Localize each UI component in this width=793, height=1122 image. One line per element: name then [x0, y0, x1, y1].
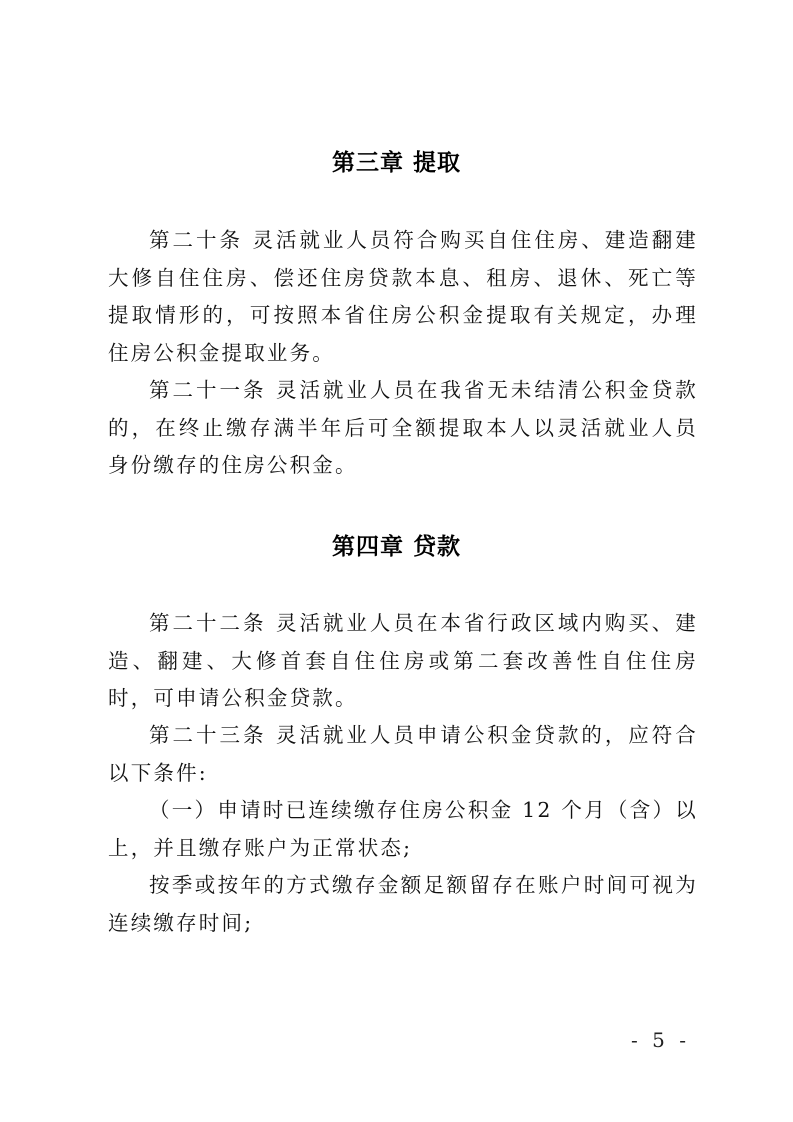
article-21: 第二十一条 灵活就业人员在我省无未结清公积金贷款的，在终止缴存满半年后可全额提取本人以灵活就业人员身份缴存的住房公积金。 — [108, 378, 698, 477]
article-20: 第二十条 灵活就业人员符合购买自住住房、建造翻建大修自住住房、偿还住房贷款本息、租房、退休、死亡等提取情形的，可按照本省住房公积金提取有关规定，办理住房公积金提取业务。 — [108, 228, 698, 365]
chapter-4-heading: 第四章 贷款 — [331, 534, 461, 560]
article-22: 第二十二条 灵活就业人员在本省行政区域内购买、建造、翻建、大修首套自住住房或第二套改善性自住住房时，可申请公积金贷款。 — [108, 611, 698, 710]
article-23-item-1: （一）申请时已连续缴存住房公积金 12 个月（含）以上，并且缴存账户为正常状态; — [108, 798, 698, 860]
chapter-3-heading: 第三章 提取 — [331, 150, 461, 176]
page-number: - 5 - — [631, 1028, 690, 1052]
article-23: 第二十三条 灵活就业人员申请公积金贷款的，应符合以下条件: — [108, 723, 698, 785]
article-23-note: 按季或按年的方式缴存金额足额留存在账户时间可视为连续缴存时间; — [108, 873, 698, 935]
